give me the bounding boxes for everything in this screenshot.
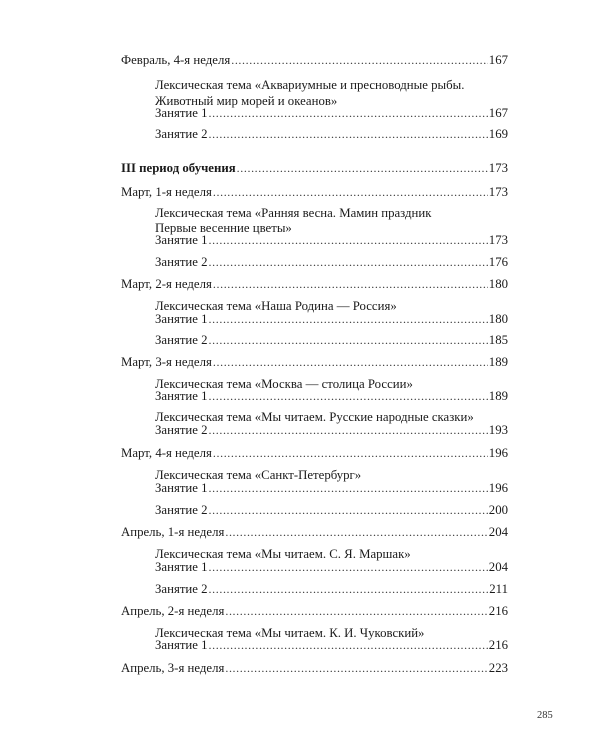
toc-entry-page: 185 xyxy=(488,333,508,347)
toc-entry-label: Февраль, 4-я неделя xyxy=(121,53,231,67)
toc-topic: Лексическая тема «Мы читаем. К. И. Чуковский» xyxy=(155,626,425,640)
toc-entry-week[interactable] xyxy=(121,441,508,461)
toc-entry-label: Занятие 1 xyxy=(155,233,208,247)
toc-entry-lesson[interactable] xyxy=(155,228,508,248)
toc-entry-page: 211 xyxy=(489,582,508,596)
toc-entry-lesson[interactable] xyxy=(155,384,508,404)
toc-topic: Лексическая тема «Мы читаем. С. Я. Маршак» xyxy=(155,547,411,561)
toc-entry-page: 180 xyxy=(488,312,508,326)
dot-leader xyxy=(225,524,487,540)
toc-entry-label: III период обучения xyxy=(121,161,236,175)
toc-entry-week[interactable] xyxy=(121,520,508,540)
dot-leader xyxy=(213,445,488,461)
toc-entry-week[interactable] xyxy=(121,180,508,200)
toc-entry-label: Занятие 1 xyxy=(155,638,208,652)
toc-entry-page: 216 xyxy=(488,638,508,652)
toc-entry-page: 167 xyxy=(488,53,508,67)
toc-entry-lesson[interactable] xyxy=(155,122,508,142)
toc-entry-label: Занятие 2 xyxy=(155,333,208,347)
toc-entry-week[interactable] xyxy=(121,656,508,676)
toc-entry-page: 189 xyxy=(488,355,508,369)
toc-entry-page: 173 xyxy=(488,161,508,175)
toc-topic: Лексическая тема «Ранняя весна. Мамин праздник xyxy=(155,206,432,220)
toc-entry-week[interactable] xyxy=(121,350,508,370)
dot-leader xyxy=(209,232,488,248)
toc-entry-page: 200 xyxy=(488,503,508,517)
toc-entry-label: Март, 2-я неделя xyxy=(121,277,212,291)
toc-entry-page: 180 xyxy=(488,277,508,291)
toc-entry-page: 204 xyxy=(488,525,508,539)
toc-topic: Лексическая тема «Санкт-Петербург» xyxy=(155,468,362,482)
toc-entry-label: Занятие 1 xyxy=(155,560,208,574)
dot-leader xyxy=(209,332,488,348)
toc-entry-lesson[interactable] xyxy=(155,418,508,438)
toc-entry-page: 169 xyxy=(488,127,508,141)
toc-topic: Животный мир морей и океанов» xyxy=(155,94,338,108)
dot-leader xyxy=(209,559,488,575)
dot-leader xyxy=(209,502,488,518)
toc-entry-label: Занятие 2 xyxy=(155,255,208,269)
toc-entry-label: Занятие 2 xyxy=(155,423,208,437)
toc-entry-page: 189 xyxy=(488,389,508,403)
dot-leader xyxy=(209,388,488,404)
dot-leader xyxy=(213,354,488,370)
page-number: 285 xyxy=(537,710,553,721)
toc-entry-label: Занятие 2 xyxy=(155,127,208,141)
toc-entry-label: Занятие 1 xyxy=(155,312,208,326)
toc-entry-page: 173 xyxy=(488,233,508,247)
dot-leader xyxy=(209,105,488,121)
dot-leader xyxy=(209,126,488,142)
toc-entry-lesson[interactable] xyxy=(155,328,508,348)
toc-entry-page: 173 xyxy=(488,185,508,199)
toc-entry-label: Занятие 1 xyxy=(155,106,208,120)
dot-leader xyxy=(209,581,489,597)
toc-entry-week[interactable] xyxy=(121,599,508,619)
toc-entry-lesson[interactable] xyxy=(155,101,508,121)
toc-entry-lesson[interactable] xyxy=(155,476,508,496)
toc-entry-label: Апрель, 2-я неделя xyxy=(121,604,225,618)
toc-entry-label: Март, 1-я неделя xyxy=(121,185,212,199)
toc-topic: Лексическая тема «Аквариумные и пресноводные рыбы. xyxy=(155,78,465,92)
toc-entry-label: Занятие 1 xyxy=(155,389,208,403)
dot-leader xyxy=(225,660,487,676)
toc-entry-week[interactable] xyxy=(121,272,508,292)
toc-entry-page: 193 xyxy=(488,423,508,437)
dot-leader xyxy=(209,311,488,327)
toc-topic: Лексическая тема «Мы читаем. Русские народные сказки» xyxy=(155,410,474,424)
toc-entry-page: 196 xyxy=(488,446,508,460)
dot-leader xyxy=(209,422,488,438)
toc-entry-label: Занятие 1 xyxy=(155,481,208,495)
toc-entry-lesson[interactable] xyxy=(155,577,508,597)
toc-entry-lesson[interactable] xyxy=(155,633,508,653)
toc-topic: Лексическая тема «Москва — столица России» xyxy=(155,377,413,391)
dot-leader xyxy=(209,637,488,653)
dot-leader xyxy=(213,276,488,292)
toc-entry-lesson[interactable] xyxy=(155,498,508,518)
toc-entry-label: Апрель, 3-я неделя xyxy=(121,661,225,675)
dot-leader xyxy=(209,254,488,270)
toc-entry-page: 176 xyxy=(488,255,508,269)
dot-leader xyxy=(237,160,488,176)
toc-entry-lesson[interactable] xyxy=(155,555,508,575)
toc-entry-label: Апрель, 1-я неделя xyxy=(121,525,225,539)
toc-topic: Лексическая тема «Наша Родина — Россия» xyxy=(155,299,397,313)
toc-entry-label: Занятие 2 xyxy=(155,582,208,596)
toc-entry-lesson[interactable] xyxy=(155,307,508,327)
toc-entry-label: Занятие 2 xyxy=(155,503,208,517)
toc-entry-page: 216 xyxy=(488,604,508,618)
toc-topic: Первые весенние цветы» xyxy=(155,221,292,235)
toc-entry-page: 167 xyxy=(488,106,508,120)
dot-leader xyxy=(209,480,488,496)
toc-entry-page: 204 xyxy=(488,560,508,574)
toc-entry-label: Март, 3-я неделя xyxy=(121,355,212,369)
toc-entry-week[interactable] xyxy=(121,48,508,68)
dot-leader xyxy=(225,603,487,619)
toc-entry-lesson[interactable] xyxy=(155,250,508,270)
dot-leader xyxy=(213,184,488,200)
toc-entry-page: 223 xyxy=(488,661,508,675)
toc-entry-period[interactable] xyxy=(121,156,508,176)
toc-entry-label: Март, 4-я неделя xyxy=(121,446,212,460)
dot-leader xyxy=(231,52,488,68)
toc-entry-page: 196 xyxy=(488,481,508,495)
